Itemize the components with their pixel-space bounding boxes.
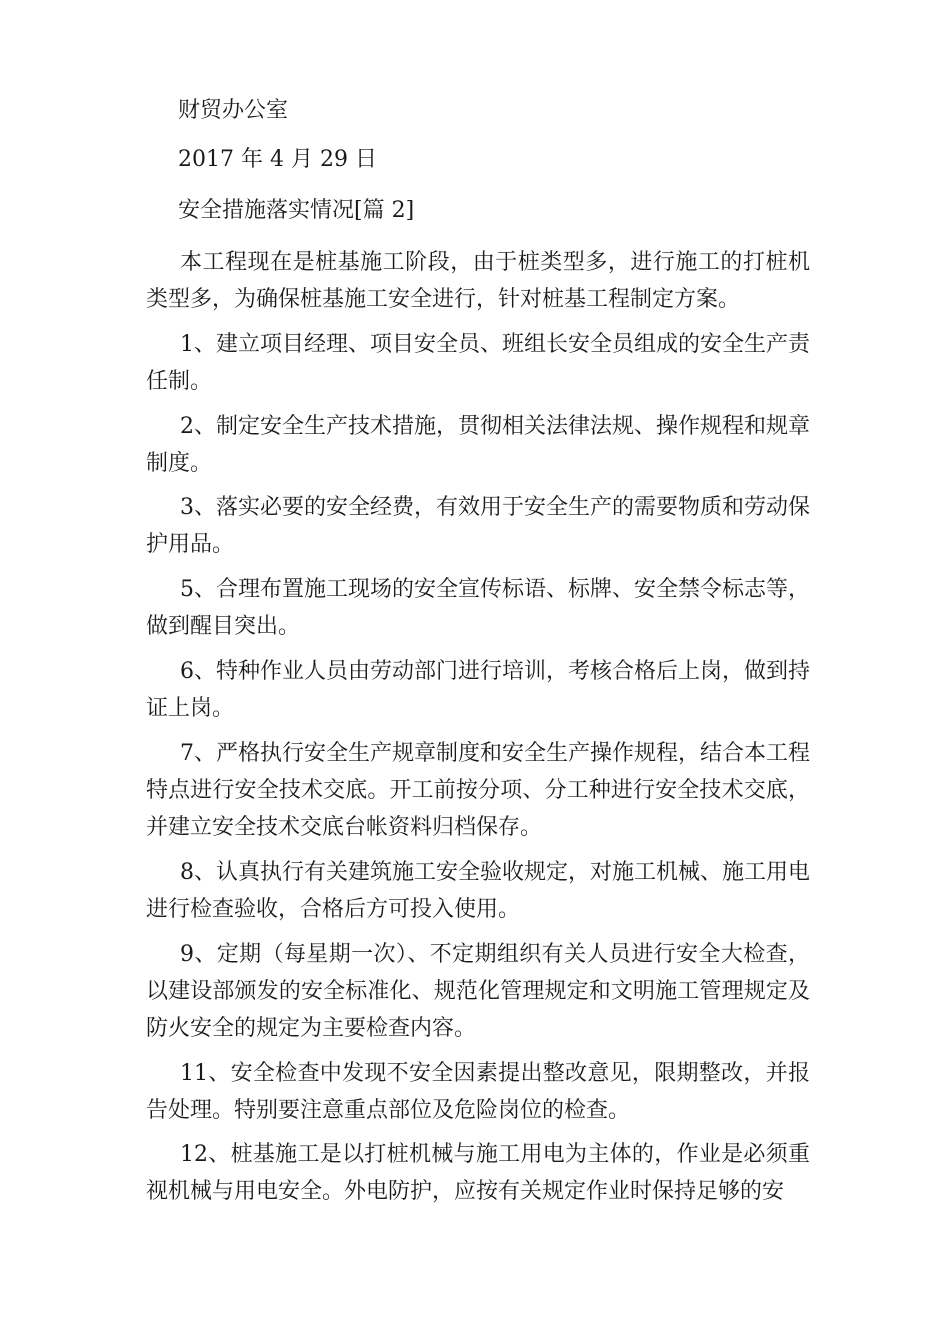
document-date: 2017 年 4 月 29 日 (178, 147, 377, 172)
paragraph-item-3: 3、落实必要的安全经费，有效用于安全生产的需要物质和劳动保护用品。 (146, 495, 810, 557)
paragraph-item-7: 7、严格执行安全生产规章制度和安全生产操作规程，结合本工程特点进行安全技术交底。开工前按分项、分工种进行安全技术交底，并建立安全技术交底台帐资料归档保存。 (146, 741, 810, 840)
section-title: 安全措施落实情况[篇 2] (178, 198, 415, 223)
paragraph-item-8: 8、认真执行有关建筑施工安全验收规定，对施工机械、施工用电进行检查验收，合格后方可投入使用。 (146, 860, 810, 922)
paragraph-item-5: 5、合理布置施工现场的安全宣传标语、标牌、安全禁令标志等，做到醒目突出。 (146, 577, 810, 639)
paragraph-intro: 本工程现在是桩基施工阶段，由于桩类型多，进行施工的打桩机类型多，为确保桩基施工安全进行，针对桩基工程制定方案。 (146, 250, 810, 312)
paragraph-item-1: 1、建立项目经理、项目安全员、班组长安全员组成的安全生产责任制。 (146, 332, 810, 394)
paragraph-item-11: 11、安全检查中发现不安全因素提出整改意见，限期整改，并报告处理。特别要注意重点部位及危险岗位的检查。 (146, 1061, 810, 1123)
paragraph-item-6: 6、特种作业人员由劳动部门进行培训，考核合格后上岗，做到持证上岗。 (146, 659, 810, 721)
paragraph-item-2: 2、制定安全生产技术措施，贯彻相关法律法规、操作规程和规章制度。 (146, 414, 810, 476)
paragraph-item-12: 12、桩基施工是以打桩机械与施工用电为主体的，作业是必须重视机械与用电安全。外电防护，应按有关规定作业时保持足够的安 (146, 1142, 810, 1204)
paragraph-item-9: 9、定期（每星期一次）、不定期组织有关人员进行安全大检查，以建设部颁发的安全标准化、规范化管理规定和文明施工管理规定及防火安全的规定为主要检查内容。 (146, 942, 810, 1041)
office-name: 财贸办公室 (178, 98, 289, 123)
